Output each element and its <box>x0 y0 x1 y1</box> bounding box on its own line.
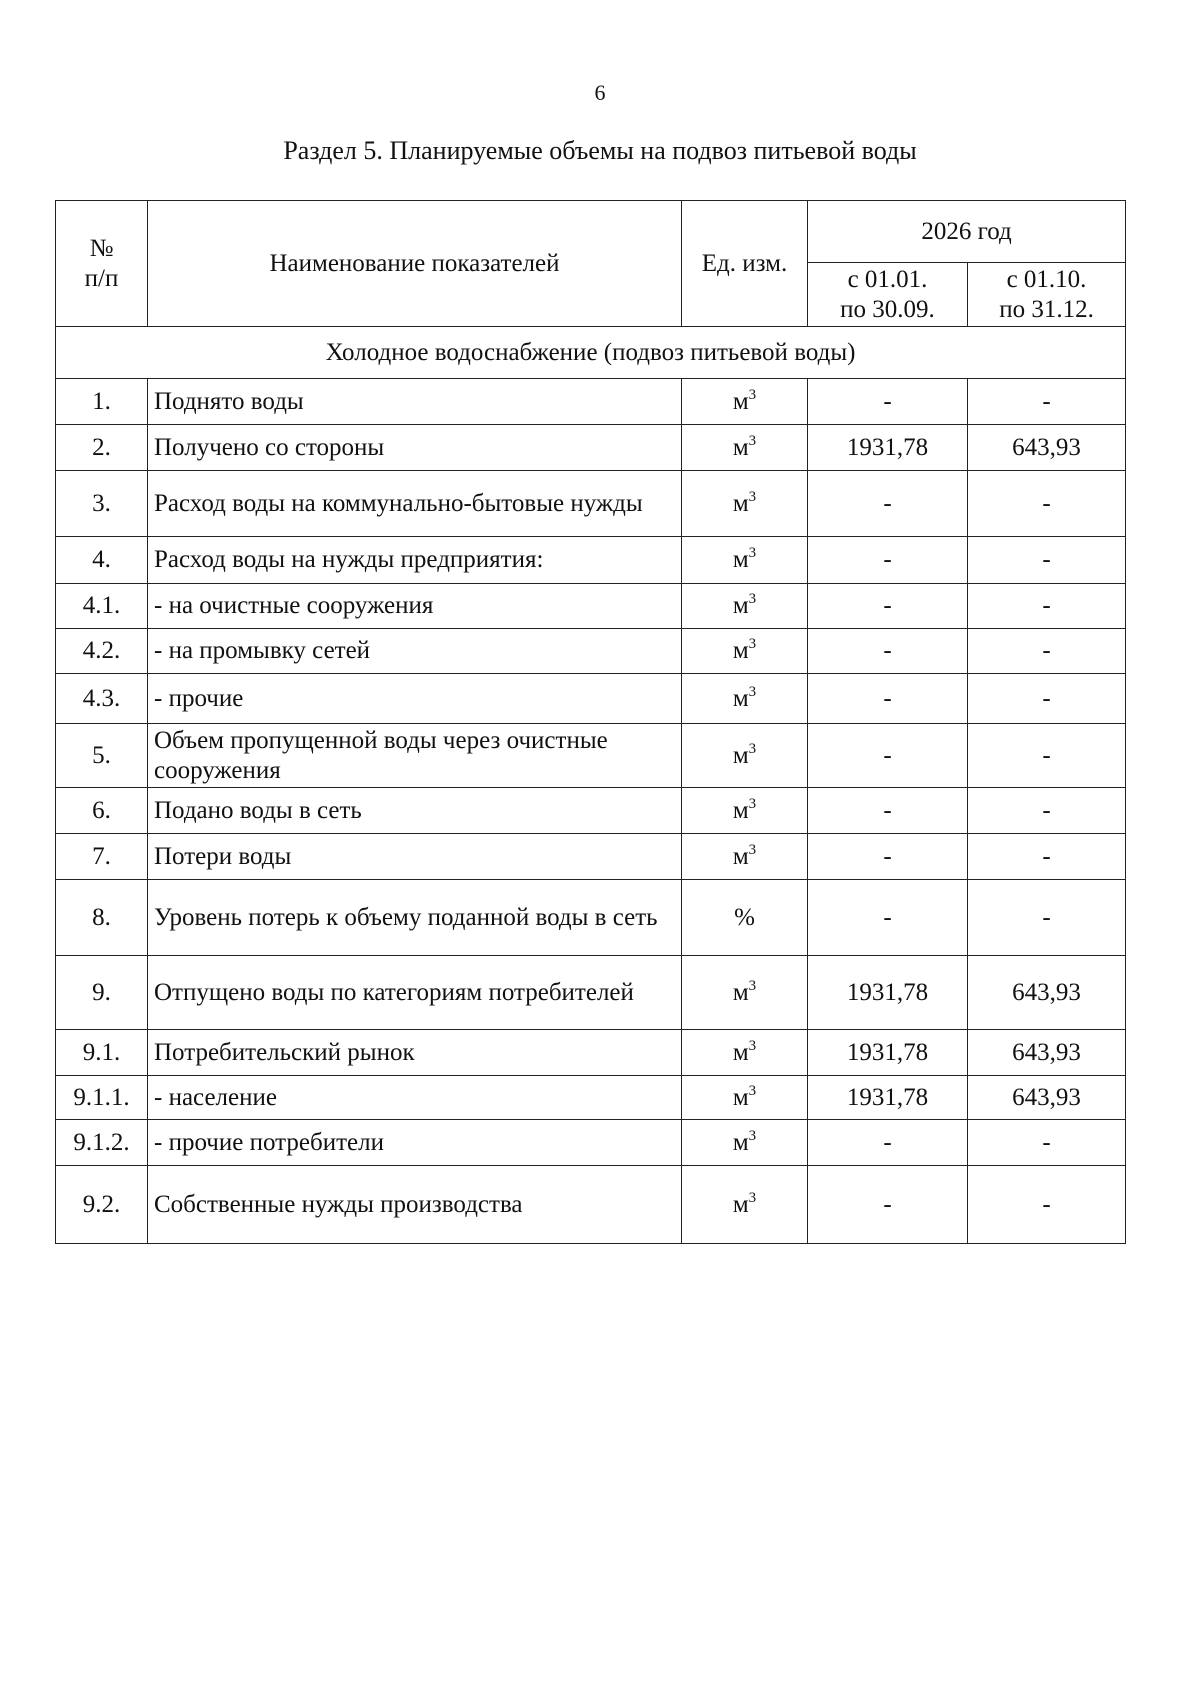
row-unit <box>682 1166 808 1244</box>
row-unit <box>682 1030 808 1076</box>
row-value-period-1: 1931,78 <box>808 425 968 471</box>
unit-text: м <box>732 489 749 517</box>
row-value-period-1: 1931,78 <box>808 1076 968 1120</box>
unit-text: м <box>732 433 749 461</box>
row-value-period-2: - <box>968 674 1126 724</box>
row-unit <box>682 1120 808 1166</box>
table-row <box>56 629 1126 674</box>
unit-text: м <box>732 1038 749 1066</box>
row-name: Отпущено воды по категориям потребителей <box>148 956 682 1030</box>
row-unit <box>682 674 808 724</box>
row-num: 9.1.1. <box>56 1076 148 1120</box>
table-row <box>56 1120 1126 1166</box>
row-value-period-1: - <box>808 584 968 629</box>
header-period-2-line2: по 31.12. <box>999 295 1094 323</box>
row-num: 8. <box>56 880 148 956</box>
header-num-line2: п/п <box>84 264 119 292</box>
unit-superscript: 3 <box>748 841 757 858</box>
row-num: 9.1.2. <box>56 1120 148 1166</box>
row-num: 4.1. <box>56 584 148 629</box>
row-value-period-2: 643,93 <box>968 425 1126 471</box>
header-unit: Ед. изм. <box>682 201 808 327</box>
row-value-period-1: - <box>808 537 968 584</box>
row-value-period-1: - <box>808 1120 968 1166</box>
row-value-period-2: - <box>968 379 1126 425</box>
row-num: 9. <box>56 956 148 1030</box>
row-name: Объем пропущенной воды через очистные сооружения <box>148 724 682 788</box>
row-num: 1. <box>56 379 148 425</box>
unit-text: м <box>732 637 749 664</box>
row-name: Подано воды в сеть <box>148 788 682 834</box>
row-value-period-2: - <box>968 880 1126 956</box>
unit-text: м <box>732 546 749 573</box>
table-row <box>56 471 1126 537</box>
row-value-period-2: - <box>968 788 1126 834</box>
row-num: 4.2. <box>56 629 148 674</box>
row-name: Получено со стороны <box>148 425 682 471</box>
unit-superscript: 3 <box>748 636 757 652</box>
unit-text: м <box>732 387 749 415</box>
page-title: Раздел 5. Планируемые объемы на подвоз питьевой воды <box>283 136 917 165</box>
row-value-period-1: - <box>808 834 968 880</box>
row-value-period-2: - <box>968 471 1126 537</box>
row-num: 5. <box>56 724 148 788</box>
unit-text: м <box>732 592 749 619</box>
unit-superscript: 3 <box>748 432 757 449</box>
table-row <box>56 788 1126 834</box>
section-header: Холодное водоснабжение (подвоз питьевой воды) <box>56 327 1126 379</box>
row-name: - на промывку сетей <box>148 629 682 674</box>
row-num: 9.2. <box>56 1166 148 1244</box>
row-num: 7. <box>56 834 148 880</box>
unit-text: м <box>732 1128 749 1156</box>
row-value-period-2: - <box>968 629 1126 674</box>
row-name: - население <box>148 1076 682 1120</box>
header-name: Наименование показателей <box>148 201 682 327</box>
indicators-table <box>55 200 1126 1244</box>
row-name: Поднято воды <box>148 379 682 425</box>
row-num: 9.1. <box>56 1030 148 1076</box>
unit-text: м <box>732 684 749 712</box>
row-value-period-1: - <box>808 629 968 674</box>
unit-text: м <box>732 1190 749 1218</box>
table-row <box>56 1076 1126 1120</box>
row-value-period-2: - <box>968 834 1126 880</box>
page-number: 6 <box>594 80 606 105</box>
unit-superscript: 3 <box>748 545 757 561</box>
row-value-period-1: - <box>808 471 968 537</box>
row-value-period-2: 643,93 <box>968 1030 1126 1076</box>
table-row <box>56 834 1126 880</box>
header-period-2-line1: с 01.10. <box>1006 265 1087 293</box>
unit-superscript: 3 <box>748 740 757 757</box>
unit-text: м <box>732 741 749 769</box>
table-row <box>56 880 1126 956</box>
row-value-period-2: - <box>968 584 1126 629</box>
unit-superscript: 3 <box>748 1127 757 1144</box>
row-num: 4. <box>56 537 148 584</box>
row-value-period-1: - <box>808 724 968 788</box>
table-row <box>56 674 1126 724</box>
unit-text: м <box>732 842 749 870</box>
row-unit: % <box>682 880 808 956</box>
row-unit <box>682 471 808 537</box>
row-unit <box>682 584 808 629</box>
row-name: - прочие потребители <box>148 1120 682 1166</box>
table-row <box>56 425 1126 471</box>
row-unit <box>682 425 808 471</box>
unit-superscript: 3 <box>748 1082 757 1099</box>
row-num: 3. <box>56 471 148 537</box>
table-body <box>56 327 1126 1244</box>
row-name: - на очистные сооружения <box>148 584 682 629</box>
row-value-period-2: - <box>968 1166 1126 1244</box>
table-row <box>56 1030 1126 1076</box>
row-value-period-1: - <box>808 880 968 956</box>
unit-text: м <box>732 1083 749 1111</box>
unit-superscript: 3 <box>748 488 757 505</box>
row-name: Расход воды на коммунально-бытовые нужды <box>148 471 682 537</box>
unit-superscript: 3 <box>748 1037 757 1054</box>
table-row <box>56 724 1126 788</box>
header-period-2 <box>968 263 1126 327</box>
header-period-1 <box>808 263 968 327</box>
row-value-period-1: - <box>808 788 968 834</box>
row-value-period-1: - <box>808 379 968 425</box>
row-value-period-2: - <box>968 1120 1126 1166</box>
row-value-period-2: 643,93 <box>968 1076 1126 1120</box>
row-unit <box>682 956 808 1030</box>
row-value-period-1: - <box>808 1166 968 1244</box>
row-unit <box>682 788 808 834</box>
row-value-period-1: - <box>808 674 968 724</box>
row-unit <box>682 834 808 880</box>
unit-text: м <box>732 978 749 1006</box>
row-name: Потери воды <box>148 834 682 880</box>
table-row <box>56 379 1126 425</box>
table-row <box>56 537 1126 584</box>
row-value-period-1: 1931,78 <box>808 1030 968 1076</box>
row-unit <box>682 724 808 788</box>
unit-superscript: 3 <box>748 591 757 607</box>
row-unit <box>682 1076 808 1120</box>
row-value-period-2: - <box>968 537 1126 584</box>
unit-superscript: 3 <box>748 977 757 994</box>
table-row <box>56 584 1126 629</box>
row-value-period-2: 643,93 <box>968 956 1126 1030</box>
row-name: - прочие <box>148 674 682 724</box>
row-unit <box>682 379 808 425</box>
row-num: 6. <box>56 788 148 834</box>
row-name: Потребительский рынок <box>148 1030 682 1076</box>
header-num-line1: № <box>89 234 114 262</box>
unit-superscript: 3 <box>748 1189 757 1206</box>
header-period-1-line2: по 30.09. <box>840 295 935 323</box>
row-name: Расход воды на нужды предприятия: <box>148 537 682 584</box>
row-name: Собственные нужды производства <box>148 1166 682 1244</box>
header-year: 2026 год <box>808 201 1126 263</box>
header-period-1-line1: с 01.01. <box>847 265 928 293</box>
header-num <box>56 201 148 327</box>
unit-superscript: 3 <box>748 795 757 812</box>
table-row <box>56 956 1126 1030</box>
row-num: 4.3. <box>56 674 148 724</box>
unit-superscript: 3 <box>748 683 757 700</box>
row-value-period-1: 1931,78 <box>808 956 968 1030</box>
row-num: 2. <box>56 425 148 471</box>
row-unit <box>682 629 808 674</box>
row-unit <box>682 537 808 584</box>
unit-text: м <box>732 796 749 824</box>
table-row <box>56 1166 1126 1244</box>
unit-superscript: 3 <box>748 386 757 403</box>
row-value-period-2: - <box>968 724 1126 788</box>
row-name: Уровень потерь к объему поданной воды в сеть <box>148 880 682 956</box>
